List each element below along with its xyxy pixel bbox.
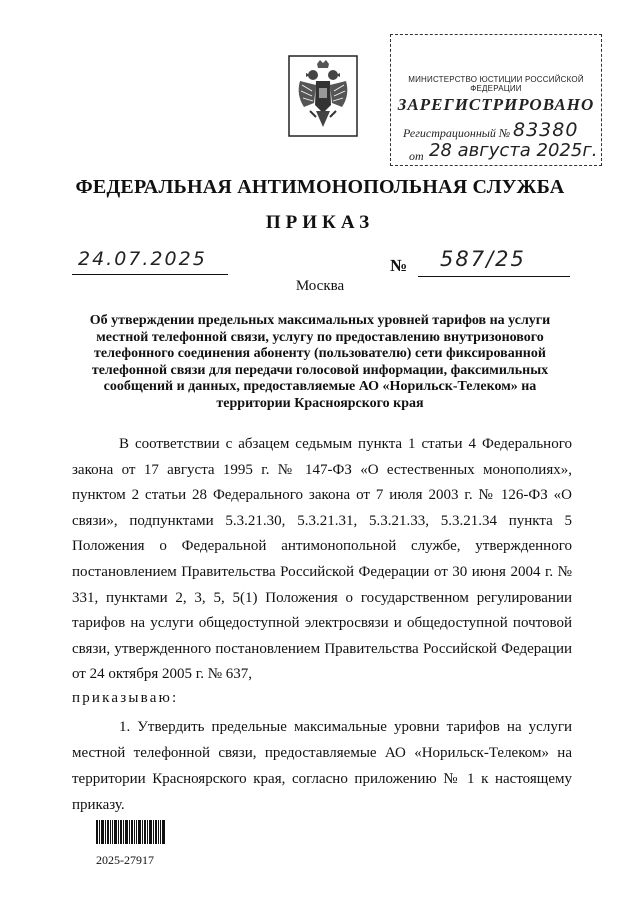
- stamp-date-prefix: от: [409, 149, 424, 163]
- document-id: 2025-27917: [96, 853, 154, 867]
- agency-title: ФЕДЕРАЛЬНАЯ АНТИМОНОПОЛЬНАЯ СЛУЖБА: [75, 176, 565, 198]
- order-item-1: 1. Утвердить предельные максимальные уровни тарифов на услуги местной телефонной связи, предоставляемые АО «Норильск-Телеком» на территории Красноярского края, согласно приложению № 1 к настоящему приказу.: [72, 719, 572, 813]
- number-underline: [418, 276, 570, 277]
- document-type: ПРИКАЗ: [265, 212, 375, 233]
- coat-of-arms-icon: [288, 55, 358, 137]
- number-label: №: [390, 256, 408, 275]
- stamp-ministry-text: МИНИСТЕРСТВО ЮСТИЦИИ РОССИЙСКОЙ ФЕДЕРАЦИИ: [408, 75, 584, 93]
- stamp-registered-text: ЗАРЕГИСТРИРОВАНО: [397, 95, 595, 114]
- stamp-regno-label: Регистрационный №: [403, 126, 511, 140]
- order-subject: Об утверждении предельных максимальных уровней тарифов на услуги местной телефонной связи, услугу по предоставлению внутризонового телефонного соединения абоненту (пользователю) сети фиксированной телефонной связи для передачи голосовой информации, факсимильных сообщений и данных, предоставляемые АО «Норильск-Телеком» на территории Красноярского края: [89, 313, 551, 411]
- barcode-icon: [96, 820, 166, 844]
- stamp-date-value: 28 августа 2025г.: [429, 140, 598, 161]
- city: Москва: [295, 278, 345, 294]
- preamble-paragraph: В соответствии с абзацем седьмым пункта 1 статьи 4 Федерального закона от 17 августа 1995 г. № 147-ФЗ «О естественных монополиях», пунктом 2 статьи 28 Федерального закона от 7 июля 2003 г. № 126-ФЗ «О связи», подпунктами 5.3.21.30, 5.3.21.31, 5.3.21.33, 5.3.21.34 пункта 5 Положения о Федеральной антимонопольной службе, утвержденного постановлением Правительства Российской Федерации от 30 июня 2004 г. № 331, пунктами 2, 3, 5, 5(1) Положения о государственном регулировании тарифов на услуги общедоступной электросвязи и общедоступной почтовой связи, утвержденного постановлением Правительства Российской Федерации от 24 октября 2005 г. № 637,: [72, 436, 572, 683]
- stamp-regno-value: 83380: [513, 119, 579, 141]
- order-number: 587/25: [440, 247, 526, 271]
- date-underline: [72, 274, 228, 275]
- order-date: 24.07.2025: [78, 248, 207, 270]
- order-word: приказываю:: [72, 690, 179, 706]
- registration-stamp: [390, 34, 602, 166]
